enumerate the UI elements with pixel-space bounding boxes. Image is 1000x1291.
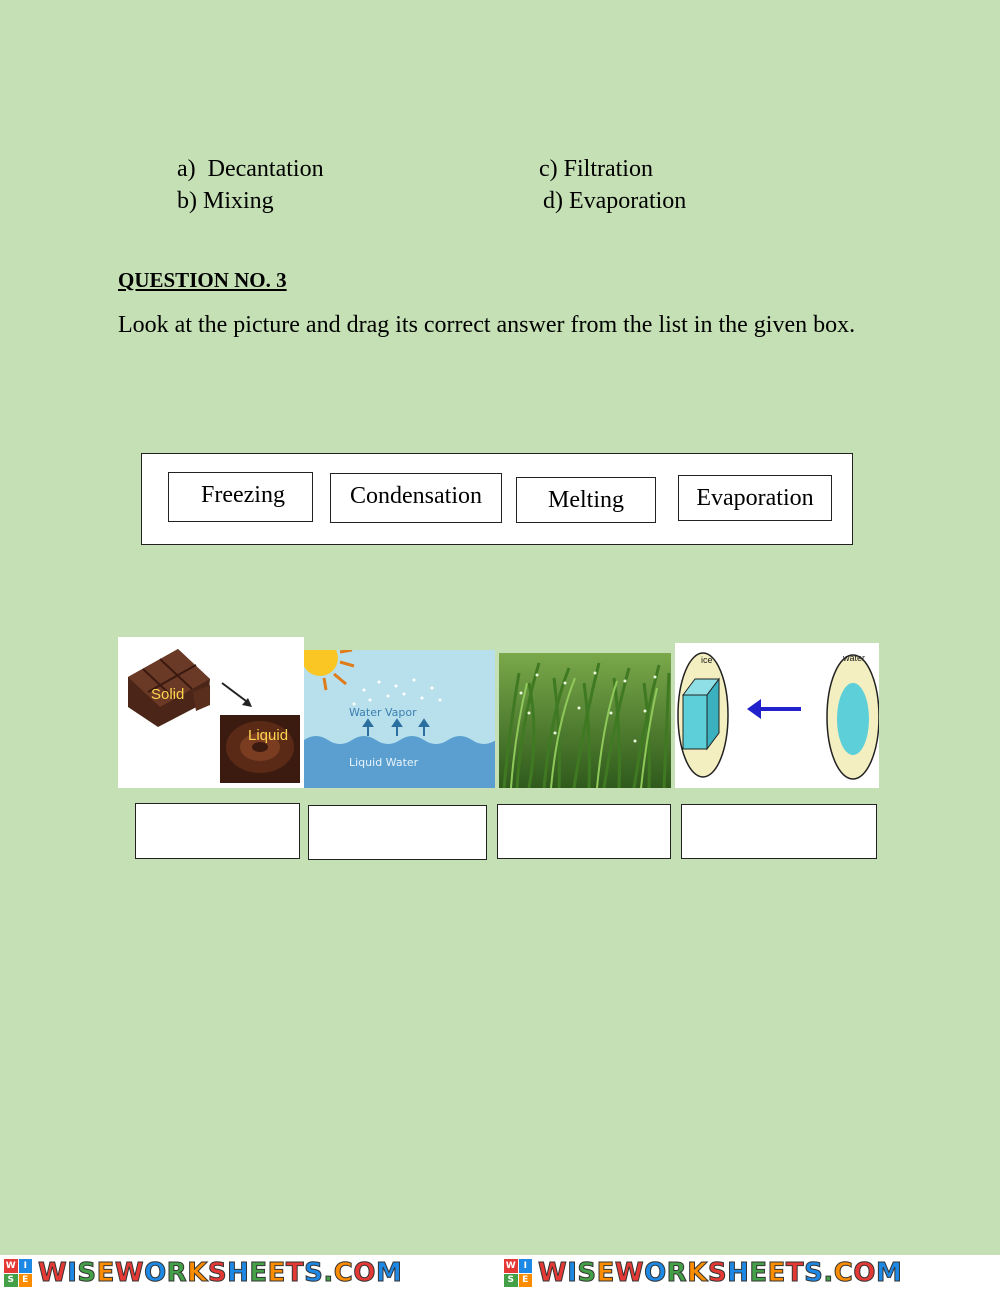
picture-water-cycle	[304, 650, 495, 788]
arrow-left-icon	[747, 699, 801, 719]
drop-box-4[interactable]	[681, 804, 877, 859]
word-bank	[141, 453, 853, 545]
ice-label: ice	[701, 655, 713, 665]
drop-box-1[interactable]	[135, 803, 300, 859]
option-c: c) Filtration	[539, 156, 653, 182]
word-condensation[interactable]: Condensation	[330, 473, 502, 523]
brand-text: WISEWORKSHEETS.COM	[538, 1258, 903, 1288]
word-freezing[interactable]: Freezing	[168, 472, 313, 522]
footer-brand-2	[504, 1255, 902, 1291]
question-title: QUESTION NO. 3	[118, 268, 287, 292]
question-text: Look at the picture and drag its correct answer from the list in the given box.	[118, 312, 856, 338]
picture-dew-grass	[499, 653, 671, 788]
solid-label: Solid	[151, 686, 185, 703]
logo-icon: W I S E	[504, 1259, 532, 1287]
footer-banner	[0, 1255, 1000, 1291]
picture-chocolate	[118, 637, 304, 788]
logo-icon: W I S E	[4, 1259, 32, 1287]
drop-box-2[interactable]	[308, 805, 487, 860]
option-a: a) Decantation	[177, 156, 324, 182]
word-evaporation[interactable]: Evaporation	[678, 475, 832, 521]
drop-box-3[interactable]	[497, 804, 671, 859]
option-d: d) Evaporation	[543, 188, 687, 214]
word-melting[interactable]: Melting	[516, 477, 656, 523]
option-b: b) Mixing	[177, 188, 274, 214]
picture-ice-water	[675, 643, 879, 788]
liquid-label: Liquid	[248, 727, 289, 744]
water-label: water	[843, 653, 866, 663]
liquid-water-label: Liquid Water	[349, 756, 419, 769]
water-vapor-label: Water Vapor	[349, 706, 417, 719]
footer-brand-1	[4, 1255, 402, 1291]
brand-text: WISEWORKSHEETS.COM	[38, 1258, 403, 1288]
